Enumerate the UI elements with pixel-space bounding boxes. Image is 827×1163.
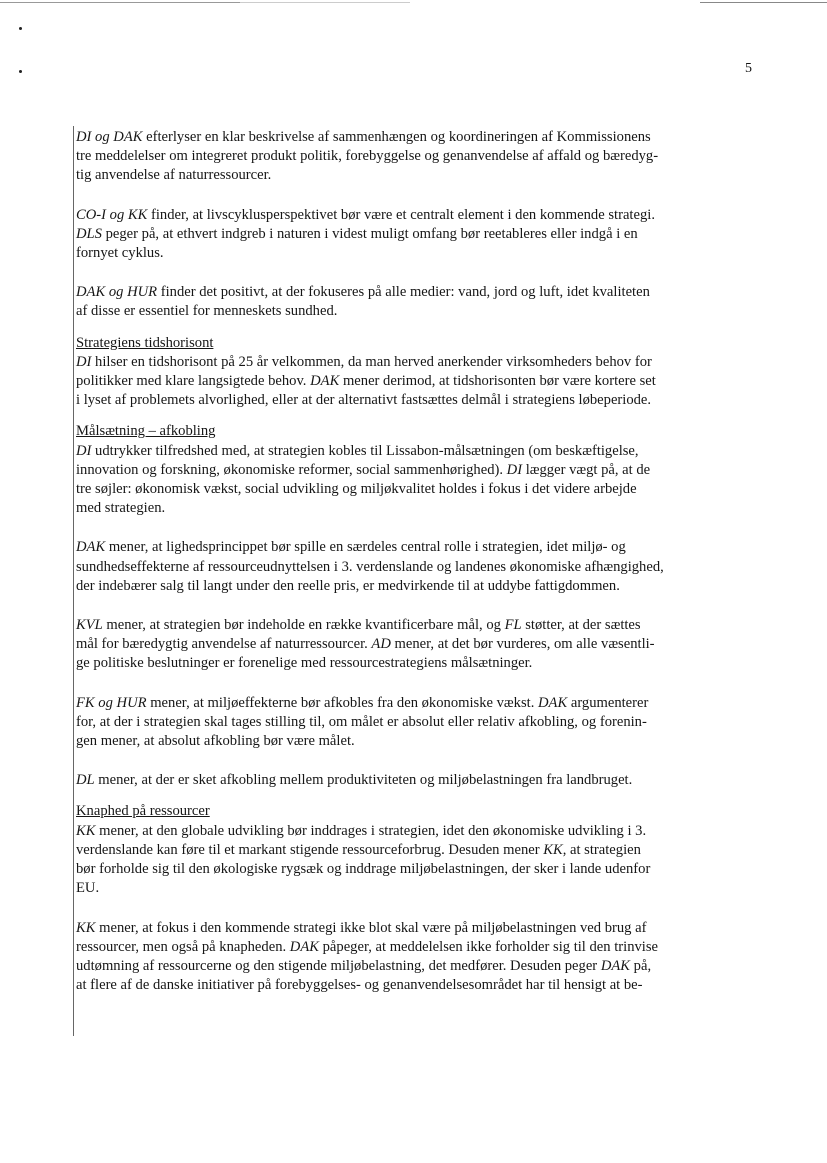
text-run: , at strategien: [562, 841, 641, 858]
text-line: [76, 302, 760, 321]
text-run: finder, at livscyklusperspektivet bør være et centralt element i den kommende strategi.: [147, 206, 655, 223]
paragraph: [76, 771, 760, 790]
organization-abbreviation: DAK: [600, 957, 631, 974]
text-run: bør forholde sig til den økologiske rygsæk og inddrage miljøbelastningen, der sker i lande udenfor: [76, 861, 651, 878]
organization-abbreviation: DAK: [538, 694, 568, 711]
organization-abbreviation: DI og DAK: [76, 129, 143, 145]
text-line: [76, 147, 760, 166]
text-run: udtrykker tilfredshed med, at strategien kobles til Lissabon-målsætningen (om beskæftigelse,: [91, 442, 639, 459]
scan-speck: [19, 70, 22, 73]
section-heading: Strategiens tidshorisont: [76, 334, 214, 351]
paragraph: [76, 422, 760, 518]
scan-top-edge-line: [0, 2, 240, 3]
document-body: [76, 128, 760, 1015]
text-line: [76, 206, 760, 225]
text-line: [76, 166, 760, 185]
text-run: for, at der i strategien skal tages stilling til, om målet er absolut eller relativ afkobling, og forenin-: [76, 713, 647, 730]
text-run: EU.: [76, 880, 100, 897]
text-run: mener, at der er sket afkobling mellem produktiviteten og miljøbelastningen fra landbruget.: [94, 772, 633, 789]
organization-abbreviation: DI: [506, 461, 523, 478]
text-line: [76, 694, 760, 713]
text-line: [76, 128, 760, 147]
scan-speck: [19, 27, 22, 30]
text-run: lægger vægt på, at de: [522, 461, 651, 478]
text-line: [76, 577, 760, 596]
organization-abbreviation: FL: [504, 617, 522, 634]
text-run: mener, at det bør vurderes, om alle væsentli-: [390, 636, 655, 653]
paragraph: [76, 206, 760, 264]
paragraph: [76, 694, 760, 752]
text-run: mener, at miljøeffekterne bør afkobles fra den økonomiske vækst.: [146, 694, 538, 711]
page-number: 5: [745, 61, 752, 76]
text-line: [76, 480, 760, 499]
organization-abbreviation: DI: [76, 442, 92, 459]
text-line: [76, 879, 760, 898]
section-heading: Knaphed på ressourcer: [76, 803, 210, 820]
text-line: [76, 860, 760, 879]
text-line: [76, 353, 760, 372]
text-line: [76, 976, 760, 995]
organization-abbreviation: KK: [76, 919, 96, 936]
text-run: ge politiske beslutninger er forenelige med ressourcestrategiens målsætninger.: [76, 655, 533, 672]
text-line: [76, 442, 760, 461]
text-line: [76, 771, 760, 790]
text-run: finder det positivt, at der fokuseres på alle medier: vand, jord og luft, idet kvaliteten: [157, 284, 650, 301]
text-line: [76, 919, 760, 938]
paragraph: [76, 538, 760, 596]
text-run: udtømning af ressourcerne og den stigende miljøbelastning, det medfører. Desuden peger: [76, 957, 601, 974]
organization-abbreviation: KK: [76, 822, 96, 839]
organization-abbreviation: DLS: [76, 225, 102, 242]
text-run: på,: [630, 957, 652, 974]
organization-abbreviation: FK og HUR: [76, 694, 147, 711]
text-run: støtter, at der sættes: [521, 617, 641, 634]
text-run: verdenslande kan føre til et markant stigende ressourceforbrug. Desuden mener: [76, 841, 544, 858]
section-heading: Målsætning – afkobling: [76, 423, 216, 440]
text-line: [76, 732, 760, 751]
text-run: fornyet cyklus.: [76, 245, 164, 262]
text-run: at flere af de danske initiativer på forebyggelses- og genanvendelsesområdet har til hensigt at be-: [76, 977, 643, 994]
text-line: [76, 635, 760, 654]
text-run: tre meddelelser om integreret produkt politik, forebyggelse og genanvendelse af affald og bæredyg-: [76, 148, 659, 165]
text-run: mener, at den globale udvikling bør inddrages i strategien, idet den økonomiske udvikling i 3.: [95, 822, 647, 839]
paragraph: [76, 334, 760, 411]
text-line: [76, 957, 760, 976]
text-line: [76, 391, 760, 410]
text-line: [76, 244, 760, 263]
text-run: gen mener, at absolut afkobling bør være målet.: [76, 733, 355, 750]
text-run: af disse er essentiel for menneskets sundhed.: [76, 303, 338, 320]
organization-abbreviation: DL: [76, 772, 95, 789]
text-line: [76, 499, 760, 518]
paragraph: [76, 128, 760, 186]
paragraph: [76, 283, 760, 321]
organization-abbreviation: CO-I og KK: [76, 206, 148, 223]
paragraph: [76, 802, 760, 898]
text-line: [76, 538, 760, 557]
text-line: [76, 713, 760, 732]
text-line: [76, 841, 760, 860]
organization-abbreviation: DAK: [310, 373, 340, 390]
text-run: med strategien.: [76, 500, 166, 517]
text-run: tig anvendelse af naturressourcer.: [76, 167, 272, 184]
organization-abbreviation: KVL: [76, 617, 103, 634]
text-line: [76, 822, 760, 841]
text-run: der indebærer salg til langt under den reelle pris, er medvirkende til at uddybe fattigdommen.: [76, 577, 620, 594]
text-run: efterlyser en klar beskrivelse af sammenhængen og koordineringen af Kommissionens: [142, 129, 651, 145]
text-run: mål for bæredygtig anvendelse af naturressourcer.: [76, 636, 372, 653]
text-run: hilser en tidshorisont på 25 år velkommen, da man herved anerkender virksomheders behov for: [91, 353, 652, 370]
text-run: mener derimod, at tidshorisonten bør være kortere set: [339, 373, 656, 390]
text-line: [76, 283, 760, 302]
text-run: ressourcer, men også på knapheden.: [76, 938, 290, 955]
text-run: sundhedseffekterne af ressourceudnyttelsen i 3. verdenslande og landenes økonomiske afhængighed,: [76, 558, 664, 575]
organization-abbreviation: KK: [543, 841, 563, 858]
text-line: [76, 616, 760, 635]
text-run: tre søjler: økonomisk vækst, social udvikling og miljøkvalitet holdes i fokus i det videre arbejde: [76, 481, 637, 498]
organization-abbreviation: DAK: [76, 539, 106, 556]
text-line: [76, 654, 760, 673]
paragraph: [76, 616, 760, 674]
text-run: mener, at lighedsprincippet bør spille en særdeles central rolle i strategien, idet miljø- og: [105, 539, 626, 556]
margin-change-bar: [73, 126, 74, 1036]
organization-abbreviation: AD: [371, 636, 391, 653]
scan-top-edge-line: [240, 2, 410, 3]
text-run: i lyset af problemets alvorlighed, eller at der alternativt fastsættes delmål i strategiens løbeperiode.: [76, 392, 652, 409]
text-run: politikker med klare langsigtede behov.: [76, 373, 311, 390]
text-run: påpeger, at meddelelsen ikke forholder sig til den trinvise: [318, 938, 659, 955]
organization-abbreviation: DAK og HUR: [76, 284, 158, 301]
organization-abbreviation: DAK: [289, 938, 319, 955]
text-line: [76, 558, 760, 577]
text-run: innovation og forskning, økonomiske reformer, social sammenhørighed).: [76, 461, 507, 478]
text-line: [76, 372, 760, 391]
organization-abbreviation: DI: [76, 353, 92, 370]
paragraph: [76, 919, 760, 996]
text-line: [76, 938, 760, 957]
text-run: peger på, at ethvert indgreb i naturen i videst muligt omfang bør reetableres eller indgå i en: [101, 225, 638, 242]
text-run: mener, at strategien bør indeholde en række kvantificerbare mål, og: [102, 617, 505, 634]
text-run: mener, at fokus i den kommende strategi ikke blot skal være på miljøbelastningen ved brug af: [95, 919, 647, 936]
text-line: [76, 225, 760, 244]
scan-top-edge-line: [700, 2, 827, 3]
text-run: argumenterer: [567, 694, 649, 711]
text-line: [76, 461, 760, 480]
